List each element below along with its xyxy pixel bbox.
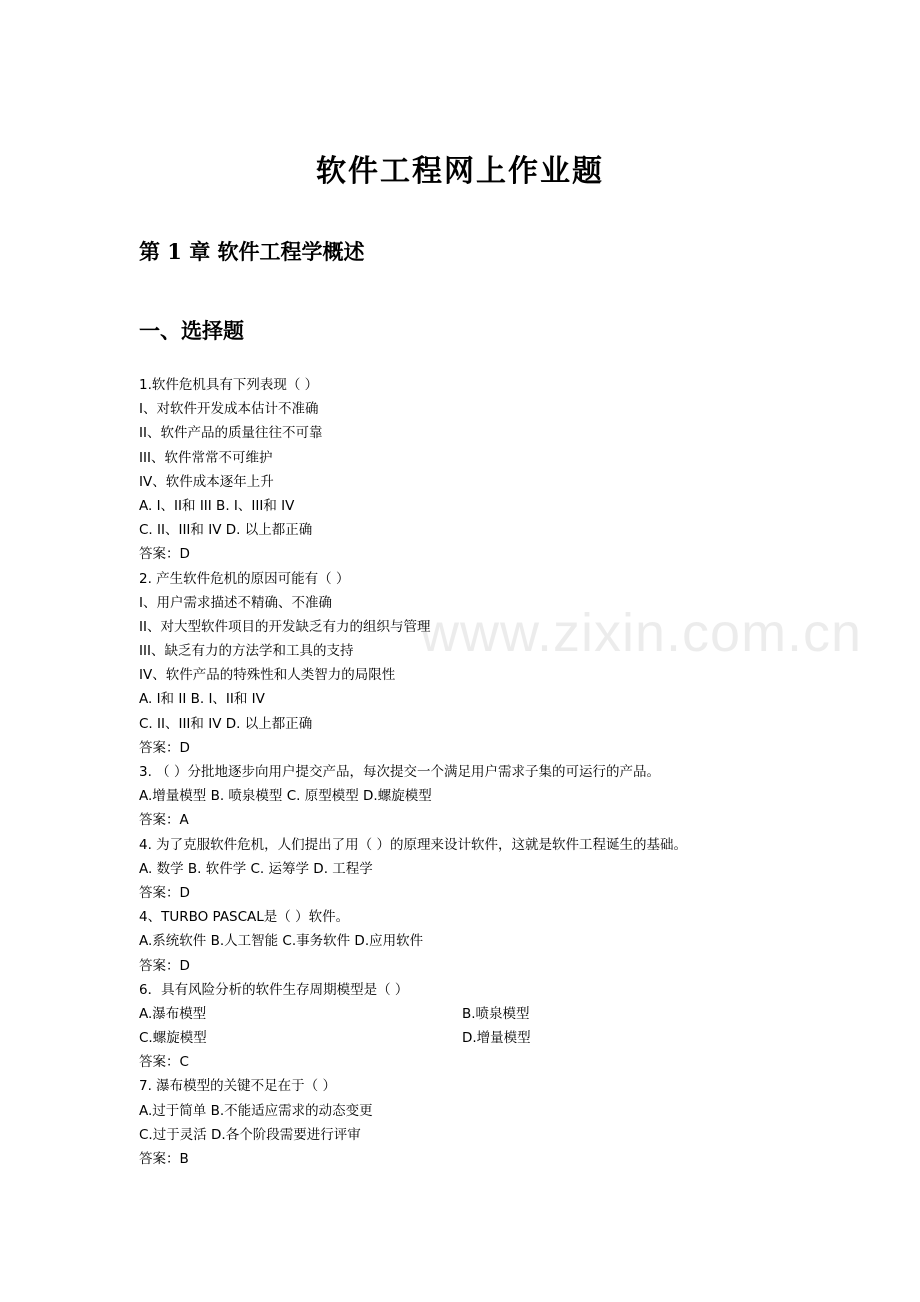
text-line — [139, 1002, 819, 1026]
text-line: 3. （ ）分批地逐步向用户提交产品，每次提交一个满足用户需求子集的可运行的产品。 — [139, 764, 660, 780]
text-line: A. 数学 B. 软件学 C. 运筹学 D. 工程学 — [139, 860, 373, 877]
answer-line: 答案：D — [139, 546, 190, 563]
text-line: C. II、III和 IV D. 以上都正确 — [139, 522, 313, 539]
answer-line: 答案：C — [139, 1054, 189, 1071]
answer-line: 答案：B — [139, 1151, 189, 1167]
document-title: 软件工程网上作业题 — [316, 154, 604, 189]
answer-line: 答案：D — [139, 884, 190, 901]
text-line: 4、TURBO PASCAL是（ ）软件。 — [139, 909, 350, 926]
text-line: A. I和 II B. I、II和 IV — [139, 691, 265, 708]
text-line: A.过于简单 B.不能适应需求的动态变更 — [139, 1102, 373, 1119]
text-line: 7. 瀑布模型的关键不足在于（ ） — [139, 1078, 336, 1095]
option-a: A.瀑布模型 — [139, 1005, 207, 1022]
text-line: A.系统软件 B.人工智能 C.事务软件 D.应用软件 — [139, 933, 424, 950]
watermark: www.zixin.com.cn — [420, 603, 863, 663]
text-line: I、对软件开发成本估计不准确 — [139, 401, 319, 418]
chapter-heading: 第 1 章 软件工程学概述 — [139, 239, 365, 264]
text-line: II、软件产品的质量往往不可靠 — [139, 425, 323, 442]
text-line: IV、软件成本逐年上升 — [139, 473, 274, 490]
text-line: A. I、II和 III B. I、III和 IV — [139, 497, 295, 514]
text-line — [139, 1026, 819, 1050]
text-line: 4. 为了克服软件危机，人们提出了用（ ）的原理来设计软件，这就是软件工程诞生的基础。 — [139, 836, 687, 853]
text-line: III、软件常常不可维护 — [139, 449, 273, 466]
text-line: IV、软件产品的特殊性和人类智力的局限性 — [139, 667, 396, 684]
option-c: C.螺旋模型 — [139, 1030, 207, 1047]
option-d: D.增量模型 — [462, 1030, 531, 1047]
text-line: III、缺乏有力的方法学和工具的支持 — [139, 643, 354, 660]
answer-line: 答案：D — [139, 739, 190, 756]
text-line: 2. 产生软件危机的原因可能有（ ） — [139, 570, 350, 587]
text-line: II、对大型软件项目的开发缺乏有力的组织与管理 — [139, 618, 431, 635]
answer-line: 答案：A — [139, 812, 189, 829]
text-line: I、用户需求描述不精确、不准确 — [139, 594, 332, 611]
text-line: C.过于灵活 D.各个阶段需要进行评审 — [139, 1126, 361, 1143]
text-line: C. II、III和 IV D. 以上都正确 — [139, 715, 313, 732]
text-line: 6．具有风险分析的软件生存周期模型是（ ） — [139, 981, 409, 998]
question-list — [139, 373, 819, 1171]
answer-line: 答案：D — [139, 957, 190, 974]
section-heading: 一、选择题 — [139, 318, 244, 343]
text-line: 1.软件危机具有下列表现（ ） — [139, 377, 319, 393]
option-b: B.喷泉模型 — [462, 1005, 530, 1022]
text-line: A.增量模型 B. 喷泉模型 C. 原型模型 D.螺旋模型 — [139, 788, 432, 805]
